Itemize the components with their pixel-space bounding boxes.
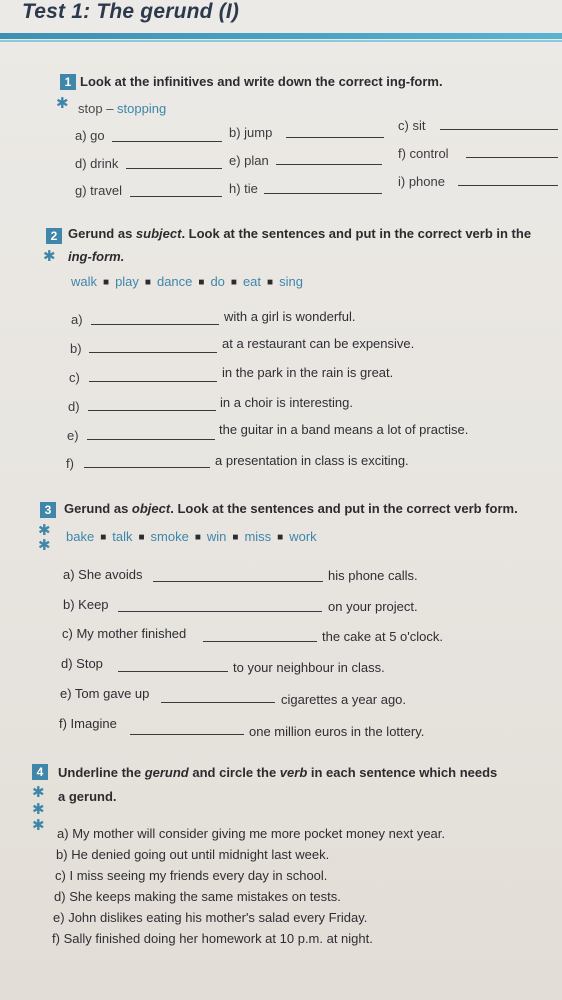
exercise-3-number: 3 (40, 502, 56, 518)
ex4-sentence-d[interactable] (54, 889, 341, 904)
ex1-blank-d[interactable] (126, 168, 222, 169)
ex4-letter-c: c) (55, 868, 66, 883)
ex2-blank-b[interactable] (89, 352, 217, 353)
bullet-icon: ■ (267, 277, 274, 288)
ex4-sentence-a[interactable] (57, 826, 445, 841)
ex3-start-a: a) She avoids (63, 567, 143, 582)
ex4-text-b: He denied going out until midnight last week. (71, 847, 330, 862)
word-sing: sing (279, 274, 303, 289)
ex4-sentence-c[interactable] (55, 868, 327, 883)
ex4-text-d: She keeps making the same mistakes on tests. (69, 889, 341, 904)
bullet-icon: ■ (103, 277, 110, 288)
difficulty-star-icon: ✱ (32, 801, 45, 818)
word-dance: dance (156, 274, 193, 289)
ex2-sentence-e: the guitar in a band means a lot of practise. (219, 422, 469, 437)
exercise-1-example (78, 101, 166, 116)
ex3-rest-a: his phone calls. (328, 568, 418, 583)
difficulty-star-icon: ✱ (32, 784, 45, 801)
ex2-letter-d: d) (68, 399, 80, 414)
example-separator: – (102, 101, 118, 116)
ex4-letter-e: e) (53, 910, 65, 925)
difficulty-star-icon: ✱ (43, 248, 56, 265)
word-work: work (289, 529, 317, 544)
ex2-sentence-b: at a restaurant can be expensive. (222, 336, 415, 351)
ex2-letter-e: e) (67, 428, 79, 443)
ex3-blank-b[interactable] (118, 611, 322, 612)
ex3-start-b: b) Keep (63, 597, 109, 612)
word-win: win (206, 529, 227, 544)
ex3-rest-c: the cake at 5 o'clock. (322, 629, 443, 644)
ex2-letter-f: f) (66, 456, 74, 471)
exercise-2-number: 2 (46, 228, 62, 244)
ex1-item-d: d) drink (75, 156, 119, 171)
bullet-icon: ■ (144, 277, 151, 288)
ex4-sentence-e[interactable] (53, 910, 367, 925)
ex4-instr-gerund: gerund (144, 765, 189, 780)
ex2-letter-b: b) (70, 341, 82, 356)
ex2-sentence-f: a presentation in class is exciting. (215, 453, 409, 468)
ex2-instr-part-c: . Look at the sentences and put in the correct verb in the (181, 226, 532, 241)
word-smoke: smoke (150, 529, 189, 544)
ex3-rest-b: on your project. (328, 599, 418, 614)
ex2-sentence-a: with a girl is wonderful. (224, 309, 356, 324)
ex1-blank-e[interactable] (276, 164, 382, 165)
word-walk: walk (71, 274, 98, 289)
ex1-blank-i[interactable] (458, 185, 558, 186)
exercise-2-instruction (68, 226, 531, 241)
ex4-instr-verb: verb (279, 765, 308, 780)
example-answer: stopping (117, 101, 167, 116)
ex1-item-c: c) sit (398, 118, 426, 133)
ex4-letter-a: a) (57, 826, 69, 841)
bullet-icon: ■ (194, 532, 201, 543)
exercise-4-number: 4 (32, 764, 48, 780)
ex2-instr-part-a: Gerund as (68, 226, 136, 241)
ex3-blank-e[interactable] (161, 702, 275, 703)
exercise-1-number: 1 (60, 74, 76, 90)
ex1-item-e: e) plan (229, 153, 269, 168)
title-rule-thin (0, 40, 562, 42)
ex3-rest-f: one million euros in the lottery. (249, 724, 425, 739)
exercise-1-instruction: Look at the infinitives and write down the correct ing-form. (80, 74, 443, 89)
difficulty-star-icon: ✱ (38, 522, 51, 539)
ex3-rest-d: to your neighbour in class. (233, 660, 385, 675)
ex2-blank-c[interactable] (89, 381, 217, 382)
ex1-blank-b[interactable] (286, 137, 384, 138)
ex2-word-bank (71, 274, 303, 289)
ex1-item-g: g) travel (75, 183, 122, 198)
word-miss: miss (244, 529, 272, 544)
ex3-blank-d[interactable] (118, 671, 228, 672)
ex3-word-bank (66, 529, 317, 544)
ex2-instr-subject: subject (135, 226, 182, 241)
ex1-blank-h[interactable] (264, 193, 382, 194)
bullet-icon: ■ (230, 277, 237, 288)
ex4-instr-part-c: and circle the (188, 765, 280, 780)
word-play: play (115, 274, 139, 289)
ex4-letter-f: f) (52, 931, 60, 946)
difficulty-star-icon: ✱ (56, 95, 69, 112)
bullet-icon: ■ (198, 277, 205, 288)
ex4-letter-d: d) (54, 889, 66, 904)
bullet-icon: ■ (138, 532, 145, 543)
ex4-text-a: My mother will consider giving me more pocket money next year. (72, 826, 446, 841)
ex4-instr-part-e: in each sentence which needs (307, 765, 498, 780)
difficulty-star-icon: ✱ (38, 537, 51, 554)
ex2-blank-d[interactable] (88, 410, 216, 411)
ex4-sentence-b[interactable] (56, 847, 329, 862)
ex3-start-f: f) Imagine (59, 716, 117, 731)
bullet-icon: ■ (100, 532, 107, 543)
word-eat: eat (242, 274, 262, 289)
ex3-instr-part-a: Gerund as (64, 501, 132, 516)
ex1-item-h: h) tie (229, 181, 258, 196)
exercise-4-instruction-line2: a gerund. (58, 789, 117, 804)
ex2-blank-a[interactable] (91, 324, 219, 325)
ex4-text-c: I miss seeing my friends every day in school. (69, 868, 328, 883)
ex2-sentence-d: in a choir is interesting. (220, 395, 353, 410)
ex4-instr-part-a: Underline the (58, 765, 145, 780)
ex2-letter-a: a) (71, 312, 83, 327)
example-word: stop (78, 101, 103, 116)
word-talk: talk (112, 529, 133, 544)
bullet-icon: ■ (232, 532, 239, 543)
bullet-icon: ■ (277, 532, 284, 543)
ex2-letter-c: c) (69, 370, 80, 385)
ex4-sentence-f[interactable] (52, 931, 373, 946)
ex1-blank-g[interactable] (130, 196, 222, 197)
ex3-start-d: d) Stop (61, 656, 103, 671)
ex4-letter-b: b) (56, 847, 68, 862)
ex1-item-b: b) jump (229, 125, 273, 140)
ex1-blank-a[interactable] (112, 141, 222, 142)
page-title: Test 1: The gerund (I) (22, 0, 240, 23)
ex3-start-e: e) Tom gave up (60, 686, 150, 701)
ex3-instr-object: object (131, 501, 171, 516)
ex1-item-i: i) phone (398, 174, 445, 189)
word-bake: bake (66, 529, 95, 544)
ex3-instr-part-c: . Look at the sentences and put in the correct verb form. (170, 501, 518, 516)
ex1-item-f: f) control (398, 146, 449, 161)
ex3-start-c: c) My mother finished (62, 626, 187, 641)
ex1-blank-c[interactable] (440, 129, 558, 130)
exercise-4-instruction (58, 765, 497, 780)
ex1-item-a: a) go (75, 128, 105, 143)
ex2-sentence-c: in the park in the rain is great. (222, 365, 394, 380)
exercise-2-instruction-line2: ing-form. (68, 249, 125, 264)
difficulty-star-icon: ✱ (32, 817, 45, 834)
ex3-blank-f[interactable] (130, 734, 244, 735)
ex3-blank-a[interactable] (153, 581, 323, 582)
ex3-rest-e: cigarettes a year ago. (281, 692, 407, 707)
word-do: do (210, 274, 225, 289)
ex4-text-e: John dislikes eating his mother's salad every Friday. (68, 910, 368, 925)
ex2-blank-e[interactable] (87, 439, 215, 440)
ex4-text-f: Sally finished doing her homework at 10 p.m. at night. (63, 931, 373, 946)
exercise-3-instruction (64, 501, 518, 516)
ex1-blank-f[interactable] (466, 157, 558, 158)
title-rule (0, 33, 562, 39)
ex3-blank-c[interactable] (203, 641, 317, 642)
ex2-blank-f[interactable] (84, 467, 210, 468)
